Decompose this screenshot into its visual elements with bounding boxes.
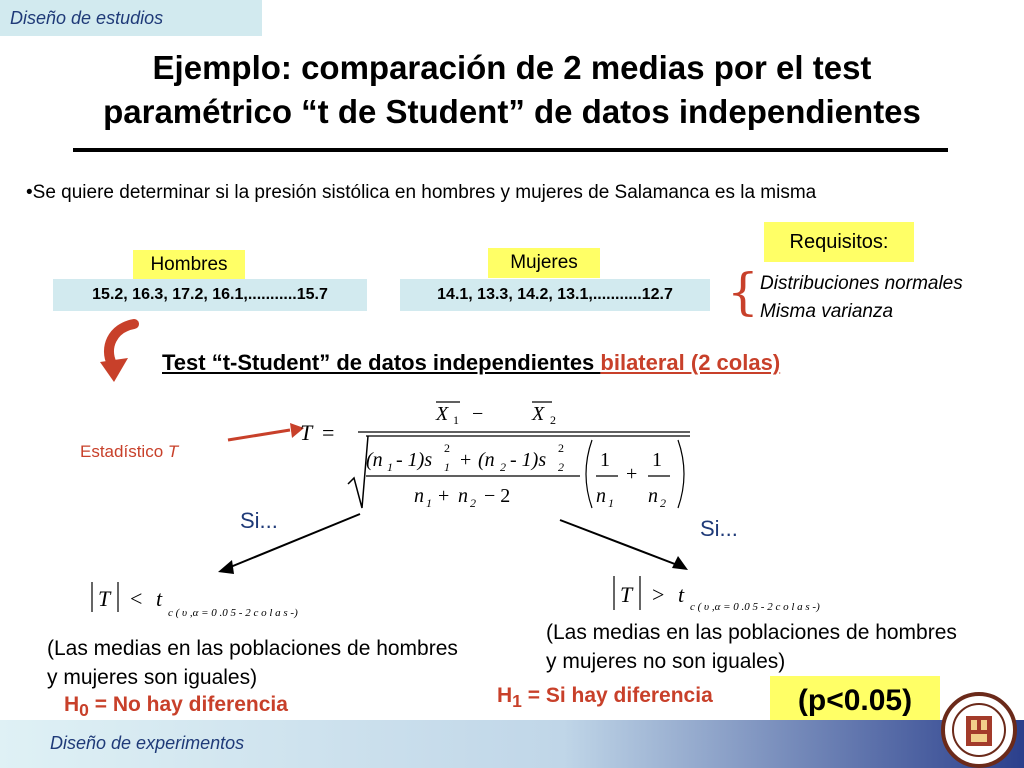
condition-left	[84, 572, 364, 620]
svg-text:n: n	[648, 485, 658, 507]
estadistico-label	[80, 442, 178, 462]
svg-text:1: 1	[453, 413, 459, 427]
svg-text:2: 2	[558, 441, 564, 455]
svg-text:2: 2	[470, 496, 476, 510]
svg-text:n: n	[458, 485, 468, 507]
svg-text:+: +	[438, 485, 450, 507]
h1-subscript: 1	[512, 691, 522, 712]
condition-right	[606, 572, 886, 620]
conclusion-right: (Las medias en las poblaciones de hombres y mujeres no son iguales)	[546, 621, 957, 673]
svg-text:1: 1	[426, 496, 432, 510]
svg-text:c ( υ ,α = 0 .0 5 - 2 c o l a: c ( υ ,α = 0 .0 5 - 2 c o l a s -)	[168, 607, 298, 619]
h0-text: = No hay diferencia	[88, 693, 288, 716]
svg-text:- 1)s: - 1)s	[396, 449, 433, 471]
svg-text:<: <	[130, 586, 143, 611]
h1-letter: H	[497, 684, 513, 707]
mujeres-label: Mujeres	[488, 248, 600, 278]
svg-text:1: 1	[600, 449, 610, 471]
hombres-data: 15.2, 16.3, 17.2, 16.1,...........15.7	[53, 279, 367, 311]
svg-text:X: X	[532, 403, 545, 425]
svg-text:X: X	[436, 403, 449, 425]
university-seal-icon	[938, 690, 1020, 768]
h1-hypothesis	[497, 684, 713, 712]
svg-text:2: 2	[550, 413, 556, 427]
p-value-badge: (p<0.05)	[770, 676, 940, 726]
conclusion-left: (Las medias en las poblaciones de hombres y mujeres son iguales)	[47, 637, 458, 689]
svg-text:+: +	[626, 463, 638, 485]
svg-text:(n: (n	[366, 449, 383, 471]
svg-text:2: 2	[558, 460, 564, 474]
h1-text: = Si hay diferencia	[521, 684, 713, 707]
requisitos-list	[760, 270, 963, 326]
si-left: Si...	[240, 508, 278, 533]
curved-arrow-icon	[92, 318, 152, 388]
slide-title	[20, 46, 1004, 134]
svg-text:+: +	[460, 449, 472, 471]
svg-text:n: n	[596, 485, 606, 507]
curly-brace: {	[727, 263, 759, 321]
svg-text:−: −	[472, 403, 484, 425]
estadistico-symbol: T	[167, 442, 179, 461]
arrow-icon	[226, 420, 306, 450]
svg-text:2: 2	[500, 460, 506, 474]
bullet-text: •Se quiere determinar si la presión sistólica en hombres y mujeres de Salamanca es la misma	[26, 182, 817, 203]
svg-text:1: 1	[608, 496, 614, 510]
estadistico-text: Estadístico	[80, 442, 164, 461]
svg-text:t: t	[678, 582, 685, 607]
requisito-item: Distribuciones normales	[760, 273, 963, 294]
requisitos-label: Requisitos:	[764, 222, 914, 262]
svg-text:c ( υ ,α = 0 .0 5 - 2 c o l a: c ( υ ,α = 0 .0 5 - 2 c o l a s -)	[690, 601, 820, 613]
svg-text:1: 1	[444, 460, 450, 474]
svg-text:T: T	[300, 420, 313, 445]
svg-text:2: 2	[444, 441, 450, 455]
footer-text: Diseño de experimentos	[50, 733, 245, 753]
t-statistic-formula	[296, 396, 696, 516]
title-line-2: paramétrico “t de Student” de datos independientes	[103, 93, 921, 130]
svg-text:- 1)s: - 1)s	[510, 449, 547, 471]
svg-text:n: n	[414, 485, 424, 507]
hombres-label: Hombres	[133, 250, 245, 280]
svg-text:t: t	[156, 586, 163, 611]
h0-subscript: 0	[79, 700, 89, 721]
test-title-main: Test “t-Student” de datos independientes	[162, 350, 601, 375]
svg-text:− 2: − 2	[484, 485, 511, 507]
title-underline	[73, 148, 948, 152]
svg-text:>: >	[652, 582, 665, 607]
test-title-bilateral: bilateral (2 colas)	[600, 350, 781, 375]
mujeres-data: 14.1, 13.3, 14.2, 13.1,...........12.7	[400, 279, 710, 311]
requisito-item: Misma varianza	[760, 301, 894, 322]
svg-text:(n: (n	[478, 449, 495, 471]
svg-text:T: T	[98, 586, 111, 611]
branch-arrows	[210, 510, 690, 580]
h0-hypothesis	[64, 693, 288, 721]
svg-text:1: 1	[387, 460, 393, 474]
svg-text:=: =	[322, 420, 335, 445]
test-title	[162, 350, 780, 376]
section-tag: Diseño de estudios	[0, 0, 262, 36]
svg-text:T: T	[620, 582, 633, 607]
h0-letter: H	[64, 693, 80, 716]
title-line-1: Ejemplo: comparación de 2 medias por el test	[152, 49, 872, 86]
svg-text:1: 1	[652, 449, 662, 471]
si-right: Si...	[700, 516, 738, 541]
svg-text:2: 2	[660, 496, 666, 510]
